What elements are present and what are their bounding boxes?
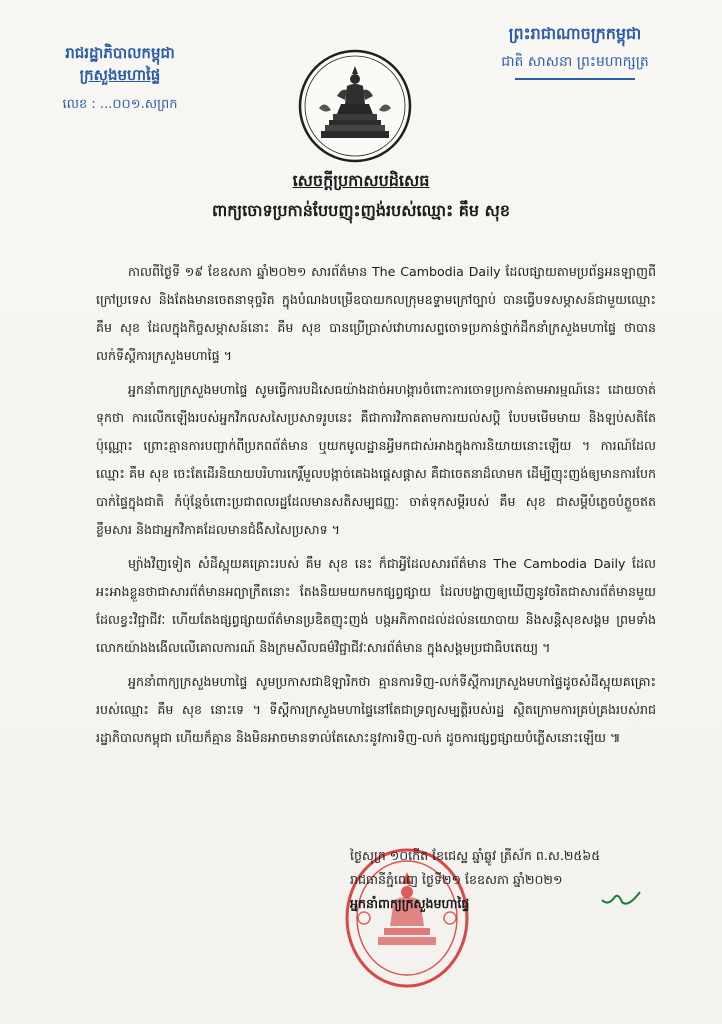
government-name: រាជរដ្ឋាភិបាលកម្ពុជា bbox=[65, 44, 175, 62]
paragraph: អ្នកនាំពាក្យក្រសួងមហាផ្ទៃ សូមប្រកាសជាឱឡារិកថា គ្មានការទិញ-លក់ទីស្តីការក្រសួងមហាផ្ទៃដូចសំដីស្អុយគគ្រោះរបស់ឈ្មោះ គឹម សុខ នោះទេ ។ ទីស្តីការក្រសួងមហាផ្ទៃនៅតែជាទ្រព្យសម្បត្តិរបស់រដ្ឋ ស្ថិតក្រោមការគ្រប់គ្រងរបស់រាជរដ្ឋាភិបាលកម្ពុជា ហើយក៏គ្មាន និងមិនអាចមានទាល់តែសោះនូវការទិញ-លក់ ដូចការផ្សព្វផ្សាយបំភ្លើសនោះឡើយ ៕ bbox=[96, 674, 656, 745]
ministry-header bbox=[30, 42, 210, 116]
document-body bbox=[96, 258, 656, 758]
national-motto: ជាតិ សាសនា ព្រះមហាក្សត្រ bbox=[501, 54, 649, 70]
ministry-name: ក្រសួងមហាផ្ទៃ bbox=[79, 66, 161, 84]
kingdom-header bbox=[460, 22, 690, 80]
paragraph: កាលពីថ្ងៃទី ១៩ ខែឧសភា ឆ្នាំ២០២១ សារព័ត៌មាន The Cambodia Daily ដែលផ្សាយតាមប្រព័ន្ធអនឡាញពីក្រៅប្រទេស និងតែងមានចេតនាទុច្ចរិត ក្នុងបំណងបម្រើឧបាយកលក្រុមឧទ្ទាមក្រៅច្បាប់ បានធ្វើបទសម្ភាសន៍ជាមួយឈ្មោះ គឹម សុខ ដែលក្នុងកិច្ចសម្ភាសន៍នោះ គឹម សុខ បានប្រើប្រាស់វោហារសព្ទចោទប្រកាន់ថ្នាក់ដឹកនាំក្រសួងមហាផ្ទៃ ថាបានលក់ទីស្តីការក្រសួងមហាផ្ទៃ ។ bbox=[96, 264, 656, 363]
kingdom-name: ព្រះរាជាណាចក្រកម្ពុជា bbox=[508, 24, 642, 43]
gregorian-date: រាជធានីភ្នំពេញ ថ្ងៃទី២១ ខែឧសភា ឆ្នាំ២០២១ bbox=[350, 872, 563, 887]
lunar-date: ថ្ងៃសុក្រ ១០កើត ខែជេស្ឋ ឆ្នាំឆ្លូវ ត្រីស័ក ព.ស.២៥៦៥ bbox=[350, 848, 601, 863]
reference-number: លេខ : ...០០១.សព្រក bbox=[62, 97, 178, 112]
paragraph: ម្យ៉ាងវិញទៀត សំដីស្អុយគគ្រោះរបស់ គឹម សុខ នេះ ក៏ជាអ្វីដែលសារព័ត៌មាន The Cambodia Daily ដែលអះអាងខ្លួនថាជាសារព័ត៌មានអព្យាក្រឹតនោះ តែងនិយមយកមកផ្សព្វផ្សាយ ដែលបង្ហាញឲ្យឃើញនូវចរិតជាសារព័ត៌មានមួយដែលខ្វះវិជ្ជាជីវៈ ហើយតែងផ្សព្វផ្សាយព័ត៌មានប្រឌិតញុះញង់ បង្កអភិភាពដល់ដល់នយោបាយ និងសន្តិសុខសង្គម ព្រមទាំងលោកយ៉ាងងងើលលើគោលការណ៍ និងក្រមសីលធម៌វិជ្ជាជីវៈសារព័ត៌មាន ក្នុងសង្គមប្រជាធិបតេយ្យ ។ bbox=[96, 556, 656, 655]
ministry-emblem-icon bbox=[297, 48, 413, 164]
paragraph: អ្នកនាំពាក្យក្រសួងមហាផ្ទៃ សូមធ្វើការបដិសេធយ៉ាងដាច់អហង្ការចំពោះការចោទប្រកាន់តាមអារម្មណ៍នេះ ដោយចាត់ទុកថា ការលើកឡើងរបស់អ្នកវិកលសសៃប្រសាទរូបនេះ គឺជាការវិកាគតាមការយល់សប្តិ បែបមមើមមាយ និងឡប់សតិតែប៉ុណ្ណោះ ព្រោះគ្មានការបញ្ជាក់ពីប្រភពព័ត៌មាន ឬយកមូលដ្ឋានអ្វីមកជាស់អាងក្នុងការនិយាយនោះឡើយ ។ ការណ៍ដែលឈ្មោះ គឹម សុខ ចេះតែដើរនិយាយបរិហារកេរ្តិ៍មួលបង្កាច់គេឯងផ្តេសផ្តាស គឺជាចេតនាដ៏លាមក ដើម្បីញុះញង់ឲ្យមានការបែកបាក់ផ្ទៃក្នុងជាតិ កំប៉ុន្តែចំពោះប្រជាពលរដ្ឋដែលមានសតិសម្បជញ្ញៈ ចាត់ទុកសម្តីរបស់ គឹម សុខ ជាសម្តីបំភ្លេចបំភ្លួចឥតខ្លឹមសារ និងជាអ្នកវិកាគដែលមានជំងឺសសៃប្រសាទ ។ bbox=[96, 382, 656, 537]
signatory-title: អ្នកនាំពាក្យក្រសួងមហាផ្ទៃ bbox=[350, 896, 470, 911]
document-subtitle: ពាក្យចោទប្រកាន់បែបញុះញង់របស់ឈ្មោះ គឹម សុខ bbox=[211, 201, 510, 220]
signature-scribble-icon bbox=[600, 888, 644, 910]
header-divider bbox=[515, 78, 635, 80]
document-title: សេចក្តីប្រកាសបដិសេធ bbox=[292, 171, 430, 190]
